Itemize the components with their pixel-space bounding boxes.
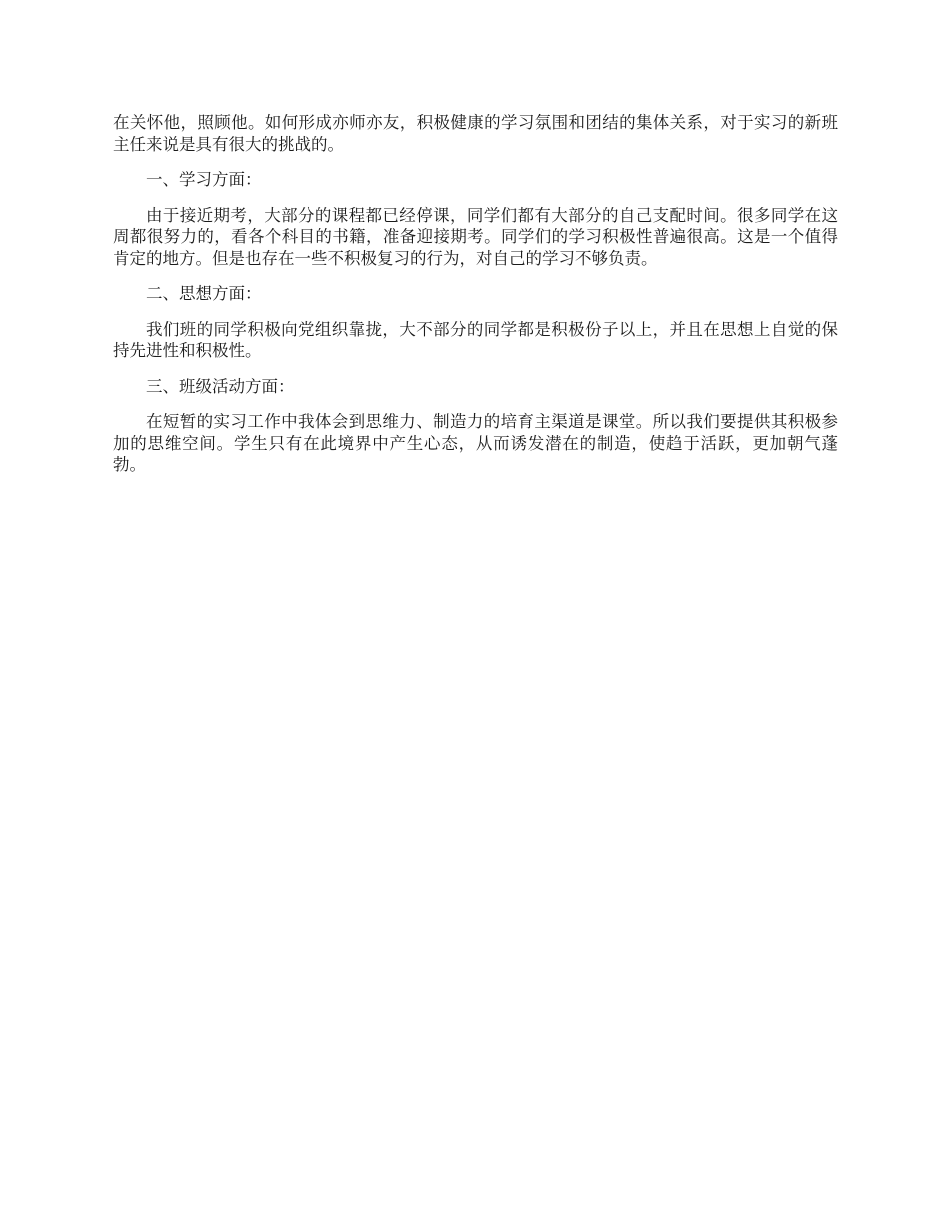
paragraph-class-activities: 在短暂的实习工作中我体会到思维力、制造力的培育主渠道是课堂。所以我们要提供其积极参加的思维空间。学生只有在此境界中产生心态，从而诱发潜在的制造，使趋于活跃，更加朝气蓬勃。 bbox=[113, 412, 838, 474]
paragraph-study: 由于接近期考，大部分的课程都已经停课，同学们都有大部分的自己支配时间。很多同学在这周都很努力的，看各个科目的书籍，准备迎接期考。同学们的学习积极性普遍很高。这是一个值得肯定的地方。但是也存在一些不积极复习的行为，对自己的学习不够负责。 bbox=[113, 205, 838, 268]
paragraph-thought: 我们班的同学积极向党组织靠拢，大不部分的同学都是积极份子以上，并且在思想上自觉的保持先进性和积极性。 bbox=[113, 319, 838, 360]
section-heading-study: 一、学习方面： bbox=[146, 170, 262, 189]
section-heading-thought: 二、思想方面： bbox=[146, 284, 262, 303]
section-heading-class-activities: 三、班级活动方面： bbox=[146, 376, 295, 396]
paragraph-intro: 在关怀他，照顾他。如何形成亦师亦友，积极健康的学习氛围和团结的集体关系，对于实习的新班主任来说是具有很大的挑战的。 bbox=[113, 113, 838, 154]
document-page bbox=[113, 112, 838, 490]
